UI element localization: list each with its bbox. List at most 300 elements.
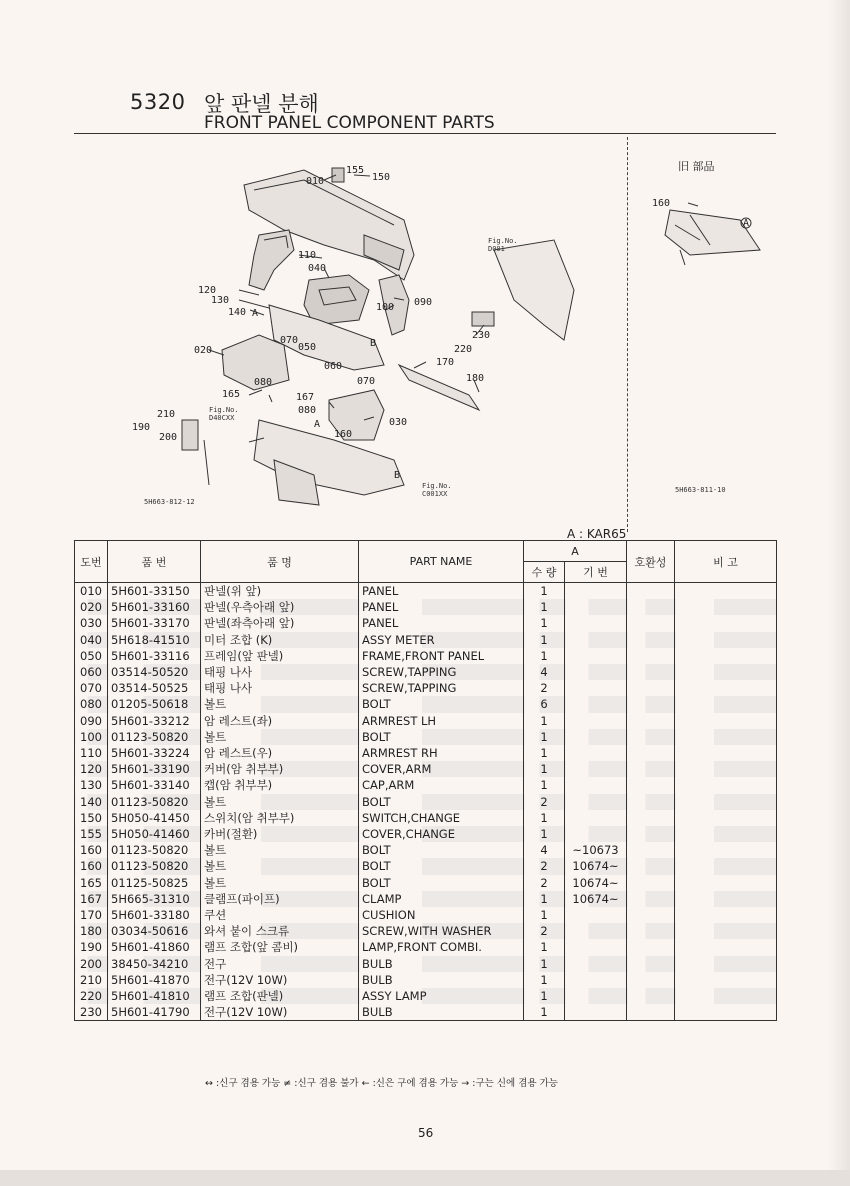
row-interchange — [627, 1004, 675, 1021]
row-part-no: 5H601-33180 — [108, 907, 201, 923]
row-name-ko: 카버(절환) — [201, 826, 359, 842]
row-part-no: 01205-50618 — [108, 696, 201, 712]
row-interchange — [627, 777, 675, 793]
row-part-name: BULB — [359, 972, 524, 988]
svg-text:Fig.No.: Fig.No. — [209, 406, 239, 414]
row-code: 190 — [75, 939, 108, 955]
row-interchange — [627, 956, 675, 972]
row-serial — [565, 648, 627, 664]
svg-text:160: 160 — [652, 198, 671, 209]
svg-text:070: 070 — [280, 335, 299, 346]
exploded-parts-diagram — [74, 140, 619, 515]
row-remarks — [675, 745, 777, 761]
row-qty: 4 — [524, 842, 565, 858]
svg-text:060: 060 — [324, 361, 343, 372]
svg-text:200: 200 — [159, 432, 178, 443]
row-remarks — [675, 615, 777, 631]
row-part-no: 5H601-33190 — [108, 761, 201, 777]
row-interchange — [627, 632, 675, 648]
row-interchange — [627, 599, 675, 615]
row-serial — [565, 972, 627, 988]
table-row — [75, 680, 777, 696]
row-part-name: COVER,ARM — [359, 761, 524, 777]
row-qty: 1 — [524, 826, 565, 842]
row-interchange — [627, 842, 675, 858]
svg-text:165: 165 — [222, 389, 241, 400]
row-code: 090 — [75, 713, 108, 729]
svg-text:D40CXX: D40CXX — [209, 414, 235, 422]
row-code: 060 — [75, 664, 108, 680]
row-part-no: 5H601-33116 — [108, 648, 201, 664]
row-name-ko: 전구 — [201, 956, 359, 972]
row-name-ko: 미터 조합 (K) — [201, 632, 359, 648]
svg-text:050: 050 — [298, 342, 317, 353]
title-divider — [74, 133, 776, 134]
svg-text:190: 190 — [132, 422, 151, 433]
row-part-name: BOLT — [359, 729, 524, 745]
svg-text:160: 160 — [334, 429, 353, 440]
row-serial — [565, 599, 627, 615]
row-part-name: SWITCH,CHANGE — [359, 810, 524, 826]
row-name-ko: 암 레스트(좌) — [201, 713, 359, 729]
row-name-ko: 램프 조합(앞 콤비) — [201, 939, 359, 955]
row-part-no: 5H601-41870 — [108, 972, 201, 988]
row-remarks — [675, 923, 777, 939]
row-qty: 2 — [524, 858, 565, 874]
svg-text:A: A — [252, 308, 259, 319]
svg-text:020: 020 — [194, 345, 213, 356]
row-name-ko: 스위치(암 취부부) — [201, 810, 359, 826]
row-code: 210 — [75, 972, 108, 988]
row-qty: 1 — [524, 939, 565, 955]
header-part-no: 품 번 — [108, 541, 201, 583]
row-part-no: 03514-50525 — [108, 680, 201, 696]
table-row — [75, 810, 777, 826]
row-name-ko: 커버(암 취부부) — [201, 761, 359, 777]
row-serial — [565, 615, 627, 631]
row-part-name: BULB — [359, 1004, 524, 1021]
svg-text:B: B — [370, 338, 377, 349]
row-part-name: ASSY METER — [359, 632, 524, 648]
row-interchange — [627, 891, 675, 907]
row-part-no: 01123-50820 — [108, 842, 201, 858]
row-code: 070 — [75, 680, 108, 696]
row-serial — [565, 745, 627, 761]
row-interchange — [627, 761, 675, 777]
row-part-name: COVER,CHANGE — [359, 826, 524, 842]
row-part-name: LAMP,FRONT COMBI. — [359, 939, 524, 955]
table-row — [75, 713, 777, 729]
row-remarks — [675, 713, 777, 729]
row-interchange — [627, 939, 675, 955]
row-part-name: ARMREST RH — [359, 745, 524, 761]
header-serial: 기 번 — [565, 562, 627, 583]
row-serial — [565, 826, 627, 842]
row-remarks — [675, 988, 777, 1004]
table-row — [75, 858, 777, 874]
row-part-no: 5H601-33170 — [108, 615, 201, 631]
row-remarks — [675, 810, 777, 826]
row-remarks — [675, 632, 777, 648]
table-row — [75, 599, 777, 615]
row-name-ko: 판넬(좌측아래 앞) — [201, 615, 359, 631]
row-interchange — [627, 729, 675, 745]
row-code: 160 — [75, 858, 108, 874]
row-qty: 6 — [524, 696, 565, 712]
row-qty: 2 — [524, 680, 565, 696]
row-code: 020 — [75, 599, 108, 615]
row-remarks — [675, 891, 777, 907]
row-code: 100 — [75, 729, 108, 745]
row-name-ko: 태핑 나사 — [201, 680, 359, 696]
row-interchange — [627, 794, 675, 810]
row-part-name: PANEL — [359, 599, 524, 615]
table-row — [75, 1004, 777, 1021]
header-code: 도번 — [75, 541, 108, 583]
row-code: 040 — [75, 632, 108, 648]
svg-text:070: 070 — [357, 376, 376, 387]
row-qty: 1 — [524, 632, 565, 648]
row-name-ko: 볼트 — [201, 729, 359, 745]
row-remarks — [675, 794, 777, 810]
row-part-no: 01125-50825 — [108, 875, 201, 891]
row-serial — [565, 713, 627, 729]
svg-text:150: 150 — [372, 172, 391, 183]
row-interchange — [627, 745, 675, 761]
row-interchange — [627, 988, 675, 1004]
row-serial: ~10673 — [565, 842, 627, 858]
row-part-no: 01123-50820 — [108, 858, 201, 874]
row-remarks — [675, 826, 777, 842]
row-part-no: 03034-50616 — [108, 923, 201, 939]
table-row — [75, 972, 777, 988]
row-qty: 1 — [524, 777, 565, 793]
row-code: 050 — [75, 648, 108, 664]
row-part-no: 5H050-41450 — [108, 810, 201, 826]
row-interchange — [627, 907, 675, 923]
row-name-ko: 램프 조합(판넬) — [201, 988, 359, 1004]
row-part-no: 01123-50820 — [108, 794, 201, 810]
svg-text:A: A — [314, 419, 321, 430]
row-interchange — [627, 858, 675, 874]
row-part-name: SCREW,TAPPING — [359, 664, 524, 680]
row-remarks — [675, 907, 777, 923]
header-part-name: PART NAME — [359, 541, 524, 583]
row-interchange — [627, 696, 675, 712]
row-part-name: SCREW,TAPPING — [359, 680, 524, 696]
row-qty: 1 — [524, 972, 565, 988]
table-row — [75, 615, 777, 631]
row-serial — [565, 632, 627, 648]
row-serial — [565, 680, 627, 696]
row-part-name: BOLT — [359, 858, 524, 874]
diagram-dashed-divider — [627, 137, 628, 532]
row-part-no: 5H601-33140 — [108, 777, 201, 793]
row-code: 220 — [75, 988, 108, 1004]
row-qty: 1 — [524, 583, 565, 600]
svg-text:110: 110 — [298, 250, 317, 261]
row-qty: 2 — [524, 794, 565, 810]
row-remarks — [675, 777, 777, 793]
row-remarks — [675, 696, 777, 712]
row-part-no: 5H601-41860 — [108, 939, 201, 955]
row-part-no: 5H601-33212 — [108, 713, 201, 729]
row-serial — [565, 988, 627, 1004]
svg-text:A: A — [743, 218, 750, 229]
parts-table — [74, 540, 777, 1021]
row-part-name: BULB — [359, 956, 524, 972]
row-interchange — [627, 826, 675, 842]
row-code: 200 — [75, 956, 108, 972]
row-part-no: 03514-50520 — [108, 664, 201, 680]
row-remarks — [675, 956, 777, 972]
row-serial: 10674~ — [565, 891, 627, 907]
table-row — [75, 826, 777, 842]
row-part-no: 5H601-41790 — [108, 1004, 201, 1021]
row-part-name: PANEL — [359, 583, 524, 600]
row-name-ko: 볼트 — [201, 842, 359, 858]
table-row — [75, 729, 777, 745]
row-part-name: SCREW,WITH WASHER — [359, 923, 524, 939]
row-part-no: 5H618-41510 — [108, 632, 201, 648]
row-serial — [565, 777, 627, 793]
table-row — [75, 956, 777, 972]
header-remarks: 비 고 — [675, 541, 777, 583]
row-name-ko: 볼트 — [201, 858, 359, 874]
table-row — [75, 939, 777, 955]
row-interchange — [627, 810, 675, 826]
table-row — [75, 923, 777, 939]
svg-text:140: 140 — [228, 307, 247, 318]
row-part-name: CUSHION — [359, 907, 524, 923]
row-part-name: BOLT — [359, 794, 524, 810]
row-serial — [565, 696, 627, 712]
row-code: 170 — [75, 907, 108, 923]
page-title-korean: 앞 판넬 분해 — [204, 92, 319, 116]
row-serial — [565, 729, 627, 745]
table-row — [75, 583, 777, 600]
page-bottom-shadow — [0, 1170, 850, 1186]
svg-text:155: 155 — [346, 165, 365, 176]
row-remarks — [675, 599, 777, 615]
svg-text:170: 170 — [436, 357, 455, 368]
row-name-ko: 전구(12V 10W) — [201, 972, 359, 988]
table-row — [75, 891, 777, 907]
row-serial — [565, 810, 627, 826]
row-serial: 10674~ — [565, 858, 627, 874]
old-part-diagram — [630, 140, 770, 500]
row-part-name: CLAMP — [359, 891, 524, 907]
table-row — [75, 664, 777, 680]
row-interchange — [627, 615, 675, 631]
svg-text:010: 010 — [306, 176, 325, 187]
table-row — [75, 632, 777, 648]
row-name-ko: 전구(12V 10W) — [201, 1004, 359, 1021]
row-qty: 1 — [524, 761, 565, 777]
row-code: 140 — [75, 794, 108, 810]
row-qty: 1 — [524, 615, 565, 631]
table-row — [75, 761, 777, 777]
row-code: 167 — [75, 891, 108, 907]
row-part-no: 5H601-33224 — [108, 745, 201, 761]
row-name-ko: 캡(암 취부부) — [201, 777, 359, 793]
row-part-name: PANEL — [359, 615, 524, 631]
row-part-name: BOLT — [359, 696, 524, 712]
header-qty: 수 량 — [524, 562, 565, 583]
row-remarks — [675, 858, 777, 874]
table-row — [75, 988, 777, 1004]
row-interchange — [627, 648, 675, 664]
row-remarks — [675, 583, 777, 600]
table-row — [75, 648, 777, 664]
row-part-name: ARMREST LH — [359, 713, 524, 729]
row-part-no: 38450-34210 — [108, 956, 201, 972]
row-remarks — [675, 729, 777, 745]
row-interchange — [627, 972, 675, 988]
row-serial: 10674~ — [565, 875, 627, 891]
row-serial — [565, 664, 627, 680]
header-group-a: A — [524, 541, 627, 562]
page-edge-shadow — [828, 0, 850, 1186]
row-part-name: BOLT — [359, 842, 524, 858]
row-part-no: 01123-50820 — [108, 729, 201, 745]
row-remarks — [675, 939, 777, 955]
header-interchange: 호환성 — [627, 541, 675, 583]
row-code: 110 — [75, 745, 108, 761]
svg-text:B: B — [394, 470, 401, 481]
svg-text:230: 230 — [472, 330, 491, 341]
row-qty: 1 — [524, 713, 565, 729]
row-qty: 1 — [524, 745, 565, 761]
svg-text:5H663-812-12: 5H663-812-12 — [144, 498, 195, 506]
row-part-name: ASSY LAMP — [359, 988, 524, 1004]
svg-text:100: 100 — [376, 302, 395, 313]
svg-text:030: 030 — [389, 417, 408, 428]
svg-text:080: 080 — [298, 405, 317, 416]
row-interchange — [627, 875, 675, 891]
row-part-no: 5H050-41460 — [108, 826, 201, 842]
table-row — [75, 794, 777, 810]
table-row — [75, 875, 777, 891]
row-serial — [565, 907, 627, 923]
compatibility-legend: ↔ :신구 겸용 가능 ≠ :신구 겸용 불가 ← :신은 구에 겸용 가능 → :구는 신에 겸용 가능 — [205, 1078, 558, 1089]
page-number: 56 — [418, 1126, 434, 1140]
row-interchange — [627, 583, 675, 600]
svg-text:210: 210 — [157, 409, 176, 420]
row-serial — [565, 939, 627, 955]
row-serial — [565, 1004, 627, 1021]
row-name-ko: 볼트 — [201, 875, 359, 891]
table-row — [75, 745, 777, 761]
header-name-ko: 품 명 — [201, 541, 359, 583]
row-remarks — [675, 972, 777, 988]
row-qty: 2 — [524, 923, 565, 939]
row-name-ko: 쿠션 — [201, 907, 359, 923]
old-parts-label: 旧 部品 — [678, 160, 715, 173]
row-part-no: 5H601-33160 — [108, 599, 201, 615]
row-qty: 1 — [524, 810, 565, 826]
table-row — [75, 907, 777, 923]
row-part-name: BOLT — [359, 875, 524, 891]
row-part-no: 5H601-41810 — [108, 988, 201, 1004]
row-qty: 1 — [524, 956, 565, 972]
svg-text:220: 220 — [454, 344, 473, 355]
row-code: 120 — [75, 761, 108, 777]
row-code: 150 — [75, 810, 108, 826]
row-qty: 1 — [524, 891, 565, 907]
row-code: 180 — [75, 923, 108, 939]
svg-text:180: 180 — [466, 373, 485, 384]
row-serial — [565, 923, 627, 939]
section-number: 5320 — [130, 90, 186, 114]
row-part-no: 5H665-31310 — [108, 891, 201, 907]
row-code: 080 — [75, 696, 108, 712]
table-row — [75, 842, 777, 858]
row-qty: 1 — [524, 907, 565, 923]
row-part-name: CAP,ARM — [359, 777, 524, 793]
row-code: 010 — [75, 583, 108, 600]
row-serial — [565, 583, 627, 600]
svg-text:167: 167 — [296, 392, 315, 403]
svg-text:5H663-811-10: 5H663-811-10 — [675, 486, 726, 494]
row-part-name: FRAME,FRONT PANEL — [359, 648, 524, 664]
row-interchange — [627, 923, 675, 939]
row-name-ko: 판넬(우측아래 앞) — [201, 599, 359, 615]
svg-text:D001: D001 — [488, 245, 505, 253]
row-remarks — [675, 875, 777, 891]
row-interchange — [627, 713, 675, 729]
svg-text:040: 040 — [308, 263, 327, 274]
table-row — [75, 696, 777, 712]
row-code: 165 — [75, 875, 108, 891]
row-remarks — [675, 648, 777, 664]
row-remarks — [675, 664, 777, 680]
row-qty: 1 — [524, 648, 565, 664]
row-remarks — [675, 680, 777, 696]
row-remarks — [675, 761, 777, 777]
row-qty: 4 — [524, 664, 565, 680]
row-name-ko: 볼트 — [201, 696, 359, 712]
row-remarks — [675, 1004, 777, 1021]
svg-text:120: 120 — [198, 285, 217, 296]
row-name-ko: 와셔 붙이 스크류 — [201, 923, 359, 939]
page-title-english: FRONT PANEL COMPONENT PARTS — [204, 113, 495, 133]
row-code: 130 — [75, 777, 108, 793]
model-note: A : KAR65 — [567, 527, 627, 541]
svg-text:080: 080 — [254, 377, 273, 388]
row-serial — [565, 794, 627, 810]
row-part-no: 5H601-33150 — [108, 583, 201, 600]
row-interchange — [627, 680, 675, 696]
row-qty: 1 — [524, 599, 565, 615]
svg-text:Fig.No.: Fig.No. — [422, 482, 452, 490]
row-name-ko: 클램프(파이프) — [201, 891, 359, 907]
table-row — [75, 777, 777, 793]
row-qty: 1 — [524, 729, 565, 745]
row-name-ko: 프레임(앞 판넬) — [201, 648, 359, 664]
row-name-ko: 볼트 — [201, 794, 359, 810]
row-interchange — [627, 664, 675, 680]
svg-text:130: 130 — [211, 295, 230, 306]
row-qty: 1 — [524, 1004, 565, 1021]
row-qty: 2 — [524, 875, 565, 891]
svg-text:C001XX: C001XX — [422, 490, 448, 498]
row-name-ko: 판넬(위 앞) — [201, 583, 359, 600]
row-code: 155 — [75, 826, 108, 842]
row-qty: 1 — [524, 988, 565, 1004]
row-code: 230 — [75, 1004, 108, 1021]
row-serial — [565, 761, 627, 777]
